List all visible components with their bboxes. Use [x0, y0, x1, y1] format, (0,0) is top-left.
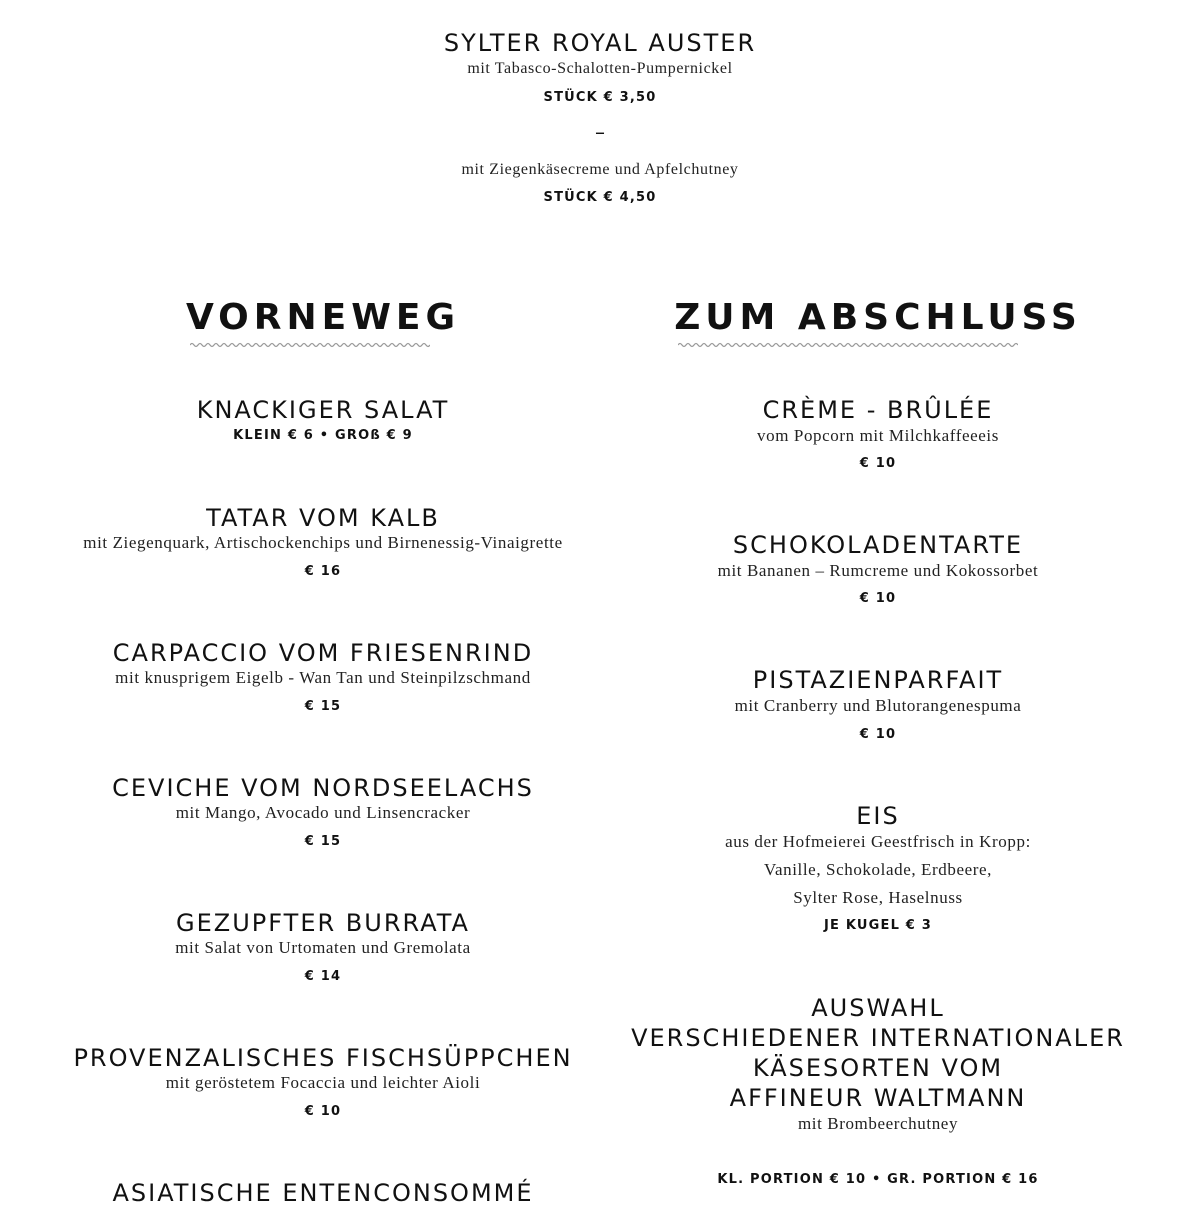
menu-item-name: TATAR VOM KALB — [206, 504, 440, 532]
menu-item-desc-line: Vanille, Schokolade, Erdbeere, — [763, 860, 993, 879]
menu-item-desc: mit Bananen – Rumcreme und Kokossorbet — [717, 561, 1039, 580]
menu-item-name: CARPACCIO VOM FRIESENRIND — [112, 639, 534, 667]
oyster-separator: – — [595, 120, 605, 144]
menu-item-price: KL. PORTION € 10 • GR. PORTION € 16 — [717, 1172, 1039, 1187]
menu-item-name: ASIATISCHE ENTENCONSOMMÉ — [112, 1179, 534, 1207]
menu-item-desc-line: aus der Hofmeierei Geestfrisch in Kropp: — [725, 832, 1031, 851]
menu-item-name: CEVICHE VOM NORDSEELACHS — [112, 774, 534, 802]
menu-item-desc: mit Brombeerchutney — [797, 1114, 959, 1133]
menu-item-desc: mit knusprigem Eigelb - Wan Tan und Steinpilzschmand — [115, 668, 531, 687]
oyster-variant1-price: STÜCK € 3,50 — [543, 90, 657, 105]
section-heading-zum-abschluss — [674, 298, 1082, 338]
menu-item-name: PROVENZALISCHES FISCHSÜPPCHEN — [73, 1044, 573, 1072]
menu-item-price: € 16 — [304, 564, 342, 579]
menu-item-name: SCHOKOLADENTARTE — [732, 531, 1024, 559]
menu-item-desc: mit Cranberry und Blutorangenespuma — [734, 696, 1022, 715]
section-heading-text: ZUM ABSCHLUSS — [674, 297, 1082, 338]
menu-item-name: GEZUPFTER BURRATA — [176, 909, 470, 937]
heading-underline-squiggle — [678, 342, 1018, 348]
section-heading-text: VORNEWEG — [185, 297, 461, 338]
menu-item-desc: mit geröstetem Focaccia und leichter Aioli — [165, 1073, 481, 1092]
oyster-variant2-desc: mit Ziegenkäsecreme und Apfelchutney — [461, 161, 739, 178]
menu-item-desc: mit Salat von Urtomaten und Gremolata — [175, 938, 471, 957]
heading-underline-squiggle — [190, 342, 430, 348]
abschluss-heading-wrap — [578, 298, 1178, 338]
menu-item-desc: vom Popcorn mit Milchkaffeeeis — [757, 426, 999, 445]
menu-item-price: € 15 — [304, 834, 342, 849]
menu-item-name: PISTAZIENPARFAIT — [752, 666, 1004, 694]
menu-item-price: € 14 — [304, 969, 342, 984]
menu-item-name: CRÈME - BRÛLÉE — [762, 396, 994, 424]
menu-item-name-line: AUSWAHL — [811, 994, 945, 1022]
oyster-variant2-price: STÜCK € 4,50 — [543, 190, 657, 205]
menu-item-desc: mit Ziegenquark, Artischockenchips und Birnenessig-Vinaigrette — [83, 533, 563, 552]
oyster-name: SYLTER ROYAL AUSTER — [443, 29, 757, 57]
menu-item-price: € 10 — [304, 1104, 342, 1119]
menu-item-name: KNACKIGER SALAT — [196, 396, 450, 424]
menu-item-name-line: AFFINEUR WALTMANN — [729, 1084, 1027, 1112]
menu-item-name: EIS — [856, 802, 900, 830]
menu-item-price: € 10 — [859, 456, 897, 471]
section-heading-vorneweg — [186, 298, 460, 338]
menu-item-price: € 15 — [304, 699, 342, 714]
menu-item-price: JE KUGEL € 3 — [823, 918, 933, 933]
menu-item-name-line: KÄSESORTEN VOM — [752, 1054, 1004, 1082]
menu-item-price: € 10 — [859, 591, 897, 606]
menu-item-price: € 10 — [859, 727, 897, 742]
oyster-variant1-desc: mit Tabasco-Schalotten-Pumpernickel — [467, 60, 733, 77]
menu-item-name-line: VERSCHIEDENER INTERNATIONALER — [631, 1024, 1125, 1052]
menu-item-price: KLEIN € 6 • GROß € 9 — [233, 428, 413, 443]
menu-item-desc-line: Sylter Rose, Haselnuss — [793, 888, 963, 907]
vorneweg-heading-wrap — [23, 298, 623, 338]
menu-item-desc: mit Mango, Avocado und Linsencracker — [175, 803, 471, 822]
